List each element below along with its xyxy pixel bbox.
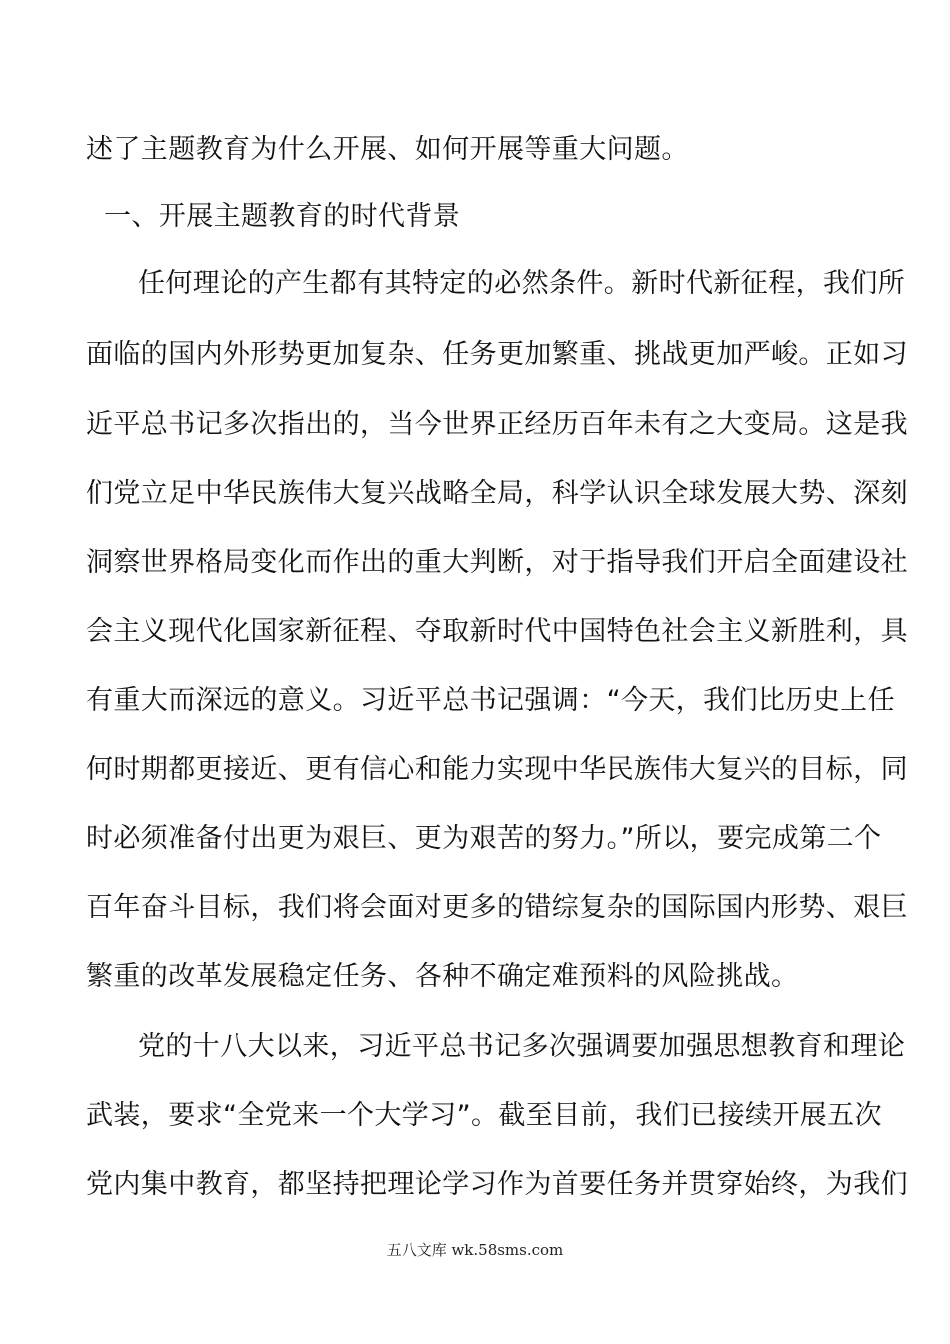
paragraph-line: 近平总书记多次指出的，当今世界正经历百年未有之大变局。这是我 xyxy=(86,409,908,440)
paragraph-line: 任何理论的产生都有其特定的必然条件。新时代新征程，我们所 xyxy=(138,268,906,299)
paragraph-line: 有重大而深远的意义。习近平总书记强调：“今天，我们比历史上任 xyxy=(86,685,895,716)
paragraph-line: 洞察世界格局变化而作出的重大判断，对于指导我们开启全面建设社 xyxy=(86,547,908,578)
paragraph-line: 党内集中教育，都坚持把理论学习作为首要任务并贯穿始终，为我们 xyxy=(86,1169,908,1200)
section-heading: 一、开展主题教育的时代背景 xyxy=(104,201,461,232)
paragraph-line: 述了主题教育为什么开展、如何开展等重大问题。 xyxy=(86,134,689,165)
paragraph-line: 面临的国内外形势更加复杂、任务更加繁重、挑战更加严峻。正如习 xyxy=(86,339,908,370)
page-footer: 五八文库 wk.58sms.com xyxy=(386,1241,564,1259)
paragraph-line: 会主义现代化国家新征程、夺取新时代中国特色社会主义新胜利，具 xyxy=(86,616,908,647)
paragraph-line: 武装，要求“全党来一个大学习”。截至目前，我们已接续开展五次 xyxy=(86,1100,882,1131)
paragraph-line: 们党立足中华民族伟大复兴战略全局，科学认识全球发展大势、深刻 xyxy=(86,478,908,509)
paragraph-line: 何时期都更接近、更有信心和能力实现中华民族伟大复兴的目标，同 xyxy=(86,754,908,785)
paragraph-line: 时必须准备付出更为艰巨、更为艰苦的努力。”所以，要完成第二个 xyxy=(86,823,882,854)
paragraph-line: 党的十八大以来，习近平总书记多次强调要加强思想教育和理论 xyxy=(138,1031,906,1062)
paragraph-line: 繁重的改革发展稳定任务、各种不确定难预料的风险挑战。 xyxy=(86,961,799,992)
paragraph-line: 百年奋斗目标，我们将会面对更多的错综复杂的国际国内形势、艰巨 xyxy=(86,892,908,923)
